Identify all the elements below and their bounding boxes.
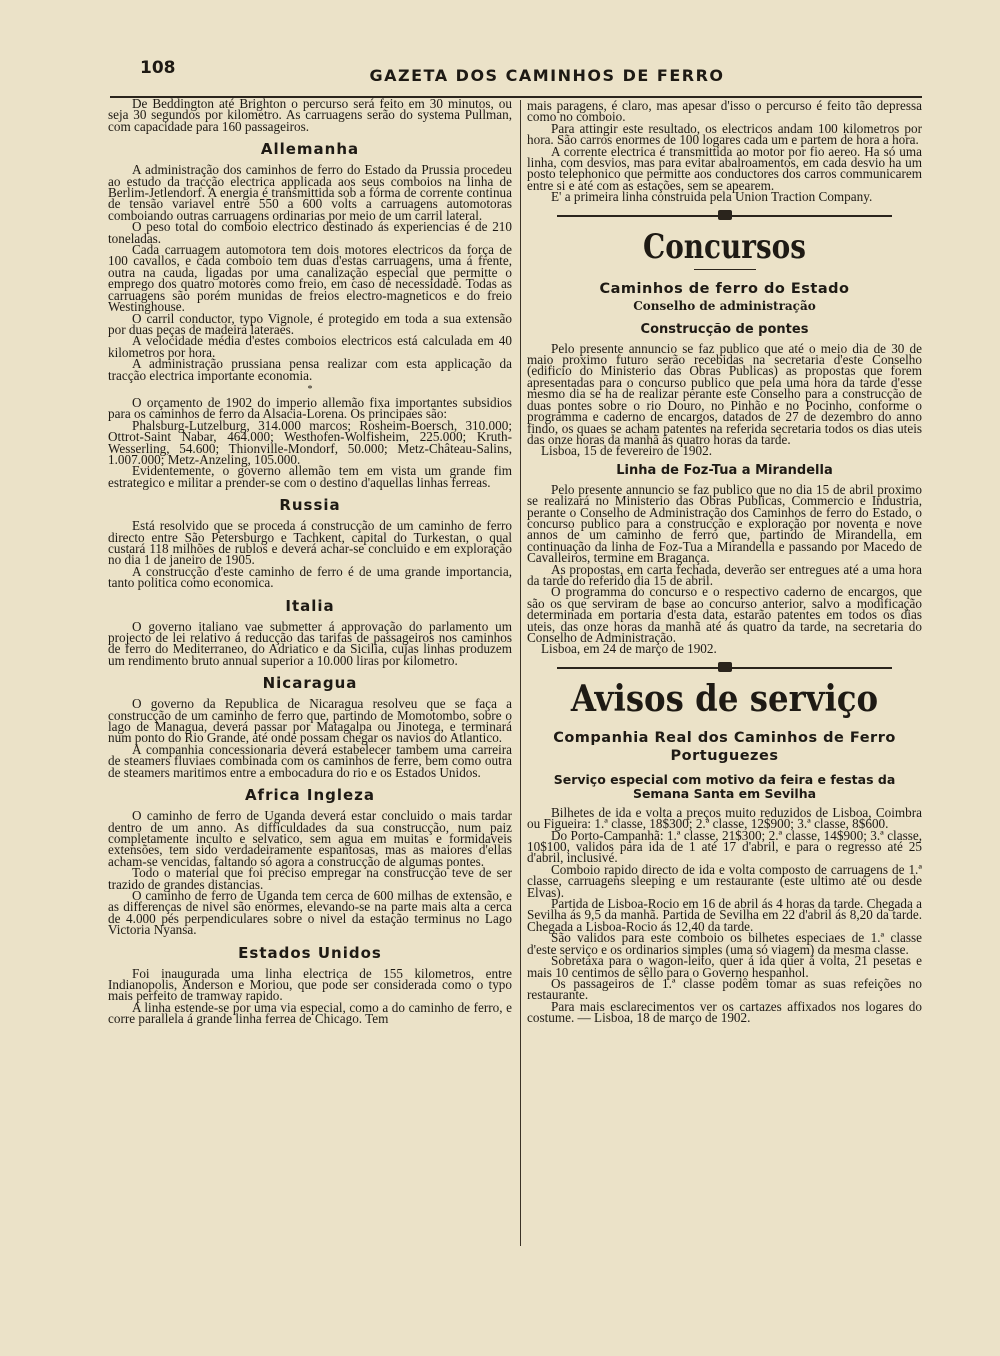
paragraph: Evidentemente, o governo allemão tem em vista um grande fim estrategico e militar a prender-se com o destino d'aquellas linhas ferreas.: [108, 463, 512, 490]
paragraph: Para mais esclarecimentos ver os cartazes affixados nos logares do costume. — Lisboa, 18 de março de 1902.: [527, 998, 922, 1026]
company-name: Companhia Real dos Caminhos de Ferro Portuguezes: [553, 729, 896, 764]
title-rule: [694, 269, 756, 270]
section-title-africa-ingleza: Africa Ingleza: [244, 786, 376, 805]
section-title-italia: Italia: [285, 596, 335, 615]
paragraph: Todo o material que foi preciso empregar na construcção teve de ser trazido de grandes distancias.: [108, 865, 512, 892]
paragraph: Foi inaugurada uma linha electrica de 155 kilometros, entre Indianopolis, Anderson e Moriou, que pode ser considerada como o typo mais perfeito de tramway rapido.: [108, 965, 512, 1004]
paragraph: Sobretaxa para o wagon-leito, quer á ida quer á volta, 21 pesetas e mais 10 centimos de sêllo para o Governo hespanhol.: [527, 953, 922, 980]
journal-title: GAZETA DOS CAMINHOS DE FERRO: [369, 66, 725, 85]
dateline: Lisboa, 15 de fevereiro de 1902.: [541, 443, 713, 459]
paragraph: O programma do concurso e o respectivo caderno de encargos, que são os que serviram de base ao concurso anterior, salvo a modificação determinada em portaria d'esta data, estarão patentes em todos os dias uteis, das onze horas da manhã até ás quatro da tarde, na secretaria do Conselho de Administração.: [527, 584, 922, 645]
intro-paragraph: De Beddington até Brighton o percurso será feito em 30 minutos, ou seja 30 segundos por kilometro. As carruagens serão do systema Pullman, com capacidade para 160 passageiros.: [108, 98, 512, 134]
concursos-title: Concursos: [642, 226, 806, 267]
paragraph: Para attingir este resultado, os electricos andam 100 kilometros por hora. São carros enormes de 100 logares cada um e partem de hora a hora.: [527, 120, 922, 148]
paragraph: Do Porto-Campanhã: 1.ª classe, 21$300; 2.ª classe, 14$900; 3.ª classe, 10$100, validos para ida de 1 até 17 d'abril, e para o regresso até 25 d'abril, inclusivé.: [527, 827, 922, 866]
right-column: [527, 100, 922, 1250]
paragraph: E' a primeira linha construida pela Union Traction Company.: [551, 189, 873, 205]
paragraph: mais paragens, é claro, mas apesar d'isso o percurso é feito tão depressa como no comboio.: [527, 100, 922, 125]
paragraph: A linha estende-se por uma via especial, como a do caminho de ferro, e corre parallela á grande linha ferrea de Chicago. Tem: [108, 999, 512, 1027]
paragraph: Os passageiros de 1.ª classe podêm tomar as suas refeições no restaurante.: [527, 975, 922, 1003]
paragraph: O peso total do comboio electrico destinado ás experiencias é de 210 toneladas.: [108, 219, 512, 246]
paragraph: Bilhetes de ida e volta a preços muito reduzidos de Lisboa, Coimbra ou Figueira: 1.ª classe, 18$300; 2.ª classe, 12$900; 3.ª classe, 8$600.: [527, 804, 922, 832]
dateline: Lisboa, em 24 de março de 1902.: [541, 641, 717, 657]
concursos-organization: Caminhos de ferro do Estado: [599, 280, 850, 297]
column-divider: [520, 100, 521, 1246]
ornamental-divider: [557, 661, 892, 675]
paragraph: O carril conductor, typo Vignole, é protegido em toda a sua extensão por duas peças de madeira lateraes.: [108, 310, 512, 337]
concursos-council: Conselho de administração: [633, 298, 816, 313]
paragraph: A administração prussiana pensa realizar com esta applicação da tracção electrica importante economia.: [108, 356, 512, 383]
section-title-nicaragua: Nicaragua: [262, 674, 358, 693]
paragraph: O caminho de ferro de Uganda tem cerca de 600 milhas de extensão, e as differenças de nivel são enormes, elevando-se na parte mais alta a cerca de 4.000 pés perpendiculares sobre o nivel da estação terminus no Lago Victoria Nyansa.: [108, 887, 512, 938]
paragraph: Pelo presente annuncio se faz publico que até o meio dia de 30 de maio proximo futuro serão recebidas na secretaria d'este Conselho (edificio do Ministerio das Obras Publicas) as propostas que forem apresentadas para o concurso publico que pela uma hora da tarde d'esse mesmo dia se ha de realizar perante este Conselho para a construcção de duas pontes sobre o rio Douro, no Pinhão e no Pocinho, conforme o programma e caderno de encargos, datados de 27 de dezembro do anno findo, os quaes se acham patentes na referida secretaria todos os dias uteis das onze horas da manhã ás quatro horas da tarde.: [527, 340, 922, 447]
paragraph: Cada carruagem automotora tem dois motores electricos da força de 100 cavallos, e cada comboio tem duas d'estas carruagens, uma á frente, outra na cauda, ligadas por uma canalização especial que permitte o emprego dos quatro motores como freio, em caso de necessidade. Todas as carruagens são porém munidas de freios electro-magneticos e do freio Westinghouse.: [108, 242, 512, 315]
paragraph: A administração dos caminhos de ferro do Estado da Prussia procedeu ao estudo da tracção electrica applicada aos seus comboios na linha de Berlim-Jetlendorf. A energia é transmittida sob a fórma de corrente continua de tensão variavel entre 550 a 600 volts a carruagens automotoras comboiando outras carruagens ordinarias por meio de um carril lateral.: [108, 162, 512, 223]
service-notice-title: Serviço especial com motivo da feira e festas da Semana Santa em Sevilha: [553, 771, 896, 801]
paragraph: O governo da Republica de Nicaragua resolveu que se faça a construcção de um caminho de ferro que, partindo de Momotombo, sobre o lago de Managua, deverá passar por Matagalpa ou Jinotega, e terminará num ponto do Rio Grande, até onde possam chegar os navios do Atlantico.: [108, 696, 512, 746]
paragraph: Phalsburg-Lutzelburg, 314.000 marcos; Rosheim-Boersch, 310.000; Ottrot-Saint Nabar, 464.000; Westhofen-Wolfisheim, 225.000; Kruth-Wesserling, 54.600; Thionville-Mondorf, 50.000; Metz-Château-Salins, 1.007.000; Metz-Anzeling, 105.000.: [108, 417, 512, 467]
paragraph: A corrente electrica é transmittida ao motor por fio aereo. Ha só uma linha, com desvios, mas para evitar abalroamentos, em cada desvio ha um posto telephonico que permitte aos conductores dos carros communicarem entre si e até com as estações, sem se apearem.: [527, 143, 922, 193]
paragraph: A companhia concessionaria deverá estabelecer tambem uma carreira de steamers fluviaes combinada com os caminhos de ferre, bem como outra de steamers maritimos entre a embocadura do rio e os Estados Unidos.: [108, 741, 512, 780]
separator-star: *: [307, 383, 313, 395]
ornamental-divider: [557, 209, 892, 223]
paragraph: Está resolvido que se proceda á construcção de um caminho de ferro directo entre São Petersburgo e Tachkent, capital do Turkestan, o qual custará 118 milhões de rublos e deverá achar-se concluido e em exploração no dia 1 de janeiro de 1905.: [108, 518, 512, 568]
paragraph: Comboio rapido directo de ida e volta composto de carruagens de 1.ª classe, carruagens sleeping e um restaurante (este ultimo até ou desde Elvas).: [527, 861, 922, 900]
paragraph: A velocidade média d'estes comboios electricos está calculada em 40 kilometros por hora.: [108, 333, 512, 360]
avisos-title: Avisos de serviço: [570, 677, 879, 720]
paragraph: O caminho de ferro de Uganda deverá estar concluido o mais tardar dentro de um anno. As difficuldades da sua construcção, num paiz completamente inculto e selvatico, sem agua em muitas e formidaveis extensões, tem sido verdadeiramente espantosas, mas as maiores d'ellas acham-se vencidas, faltando só agora a construcção de algumas pontes.: [108, 808, 512, 869]
paragraph: A construcção d'este caminho de ferro é de uma grande importancia, tanto politica como economica.: [108, 563, 512, 591]
paragraph: Pelo presente annuncio se faz publico que no dia 15 de abril proximo se realizará no Ministerio das Obras Publicas, Commercio e Industria, perante o Conselho de Administração dos Caminhos de ferro do Estado, o concurso publico para a construcção e exploração por noventa e nove annos de um caminho de ferro que, partindo de Mirandella, em continuação da linha de Foz-Tua a Mirandella e passando por Macedo de Cavalleiros, termine em Bragança.: [527, 481, 922, 566]
section-title-allemanha: Allemanha: [260, 140, 360, 159]
paragraph: Partida de Lisboa-Rocio em 16 de abril ás 4 horas da tarde. Chegada a Sevilha ás 9,5 da manhã. Partida de Sevilha em 22 d'abril ás 8,20 da tarde. Chegada a Lisboa-Rocio ás 12,40 da tarde.: [527, 896, 922, 934]
notice-title-foz-tua: Linha de Foz-Tua a Mirandella: [616, 462, 833, 478]
paragraph: O orçamento de 1902 do imperio allemão fixa importantes subsidios para os caminhos de ferro da Alsacia-Lorena. Os principaes são:: [108, 394, 512, 422]
section-title-russia: Russia: [279, 496, 341, 515]
notice-title-pontes: Construcção de pontes: [640, 321, 809, 337]
section-title-estados-unidos: Estados Unidos: [238, 943, 382, 962]
page-number: 108: [140, 58, 176, 78]
paragraph: As propostas, em carta fechada, deverão ser entregues até a uma hora da tarde do referido dia 15 de abril.: [527, 561, 922, 588]
page-header: [112, 58, 922, 94]
left-column: [108, 98, 512, 1248]
paragraph: São validos para este comboio os bilhetes especiaes de 1.ª classe d'este serviço e os ordinarios simples (uma só viagem) da mesma classe.: [527, 930, 922, 957]
paragraph: O governo italiano vae submetter á approvação do parlamento um projecto de lei relativo á reducção das tarifas de passageiros nos caminhos de ferro do Mediterraneo, do Adriatico e da Sicilia, cujas linhas produzem um rendimento bruto annual superior a 10.000 liras por kilometro.: [108, 618, 512, 668]
